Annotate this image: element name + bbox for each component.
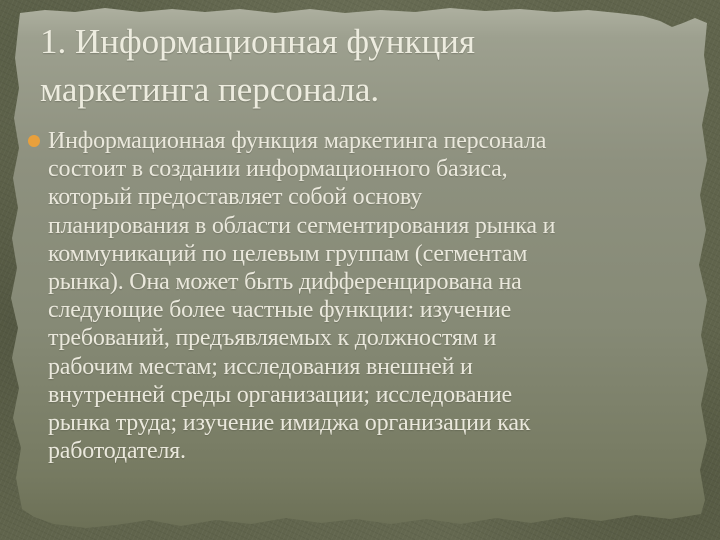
body-line: планирования в области сегментирования рынка и	[48, 212, 556, 239]
body-line: рабочим местам; исследования внешней и	[48, 353, 473, 380]
bullet-icon	[28, 135, 40, 147]
body-line: рынка). Она может быть дифференцирована на	[48, 269, 522, 296]
title-line: 1. Информационная функция	[40, 22, 476, 61]
body-line: коммуникаций по целевым группам (сегментам	[48, 240, 528, 267]
slide-body	[28, 127, 700, 465]
body-line: требований, предъявляемых к должностям и	[48, 325, 497, 352]
bullet-paragraph	[48, 127, 555, 465]
title-line: маркетинга персонала.	[40, 70, 380, 109]
body-line: рынка труда; изучение имиджа организации как	[48, 410, 531, 437]
body-line: внутренней среды организации; исследование	[48, 381, 512, 408]
body-line: который предоставляет собой основу	[48, 184, 423, 211]
body-line: работодателя.	[48, 438, 186, 465]
body-line: Информационная функция маркетинга персонала	[48, 128, 547, 154]
slide-title	[40, 18, 670, 114]
body-line: следующие более частные функции: изучение	[48, 297, 512, 324]
body-line: состоит в создании информационного базиса,	[48, 156, 508, 183]
